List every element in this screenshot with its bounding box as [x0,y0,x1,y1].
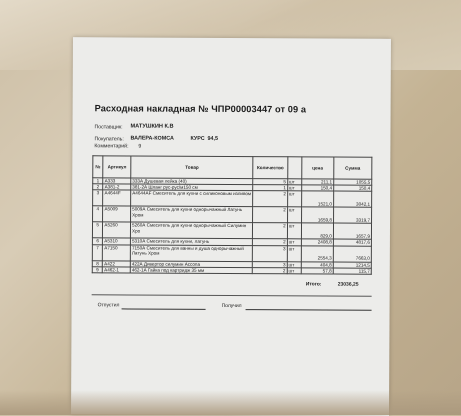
row-unit: шт [287,191,301,207]
row-product: 333А Душевая лейка (40) [131,178,253,185]
row-number: 8 [92,260,102,266]
row-unit: шт [287,268,301,274]
header-product: Товар [131,156,253,179]
row-product: 422А Дивертор силумин Accona [130,261,252,268]
row-price: 211,1 [301,179,333,185]
row-quantity: 2 [253,191,287,207]
header-number: № [93,156,103,178]
comment-label: Комментарий: [94,143,129,150]
row-number: 4 [93,206,103,222]
row-number: 6 [92,238,102,244]
table-row [93,190,372,207]
row-unit: шт [287,223,301,239]
row-unit: шт [287,185,301,191]
row-product: A4644AF Смеситель для кухни с силиконовым изливом [131,190,253,207]
row-quantity: 1 [253,185,287,191]
comment-value: 9 [138,143,142,150]
supplier-value: МАТУШКИН К.В [130,123,174,130]
row-price: 2408,8 [301,239,333,245]
row-product: 5260А Смеситель для кухни однорычажный Силумин Хро [130,222,252,239]
row-price: 57,8 [301,268,333,274]
row-quantity: 3 [253,261,287,267]
row-unit: шт [287,179,301,185]
row-product: 5310А Смеситель для кухни, латунь [130,238,252,245]
row-article: A381-2 [103,184,131,190]
row-article: A4644F [103,190,131,206]
row-number: 2 [93,184,103,190]
row-article: A422 [103,260,131,266]
row-product: 381-2А Шланг рус-рус/м150 см [131,184,253,191]
row-quantity: 2 [253,239,287,245]
row-unit: шт [287,239,301,245]
row-number: 1 [93,178,103,184]
row-quantity: 3 [253,245,287,261]
row-quantity: 2 [253,267,287,273]
header-price: цена [301,157,333,179]
table-row [92,244,371,261]
invoice-paper [71,37,391,416]
row-sum: 150,4 [334,185,372,191]
buyer-value: ВАЛЕРА-КОМСА [130,135,174,142]
header-unit [287,157,301,179]
row-sum: 3042,1 [333,191,371,207]
header-article: Артикул [103,156,131,178]
row-price: 1521,0 [301,191,333,207]
row-product: 5009А Смеситель для кухни однорычажный Латунь Хром [131,206,253,223]
row-article: A462-1 [103,267,131,273]
row-price: 829,0 [301,223,333,239]
row-article: A5009 [103,206,131,222]
received-label: Получил [221,302,242,310]
row-sum: 1055,5 [334,179,372,185]
row-article: A5310 [103,238,131,244]
row-article: A5260 [103,222,131,238]
invoice-title: Расходная накладная № ЧПР00003447 от 09 а [94,103,307,115]
rate-value: 94,5 [207,135,218,142]
background-shadow [0,390,461,415]
row-sum: 4817,6 [333,239,371,245]
row-sum: 1214,5 [333,262,371,268]
released-label: Отпустил [97,302,120,309]
row-number: 7 [92,244,102,260]
row-quantity: 2 [253,223,287,239]
row-sum: 7663,0 [333,246,371,262]
row-product: 7150А Смеситель для ванны и душа однорычажный Латунь Хром [130,245,252,262]
header-sum: Сумма [334,157,372,179]
table-row [93,206,372,223]
row-number: 3 [93,190,103,206]
header-quantity: Количество [253,157,287,179]
total-label: Итого: [305,281,322,288]
table-row [92,222,371,239]
released-signature-line [122,308,206,309]
total-value: 23036,25 [337,281,359,288]
table-row [92,267,371,275]
row-article: A333 [103,178,131,184]
row-price: 1659,8 [301,207,333,223]
row-article: A7150 [103,244,131,260]
row-number: 9 [92,267,102,273]
row-price: 2554,3 [301,245,333,261]
row-unit: шт [287,245,301,261]
row-price: 150,4 [301,185,333,191]
separator-line [92,294,372,296]
row-sum: 1657,9 [333,223,371,239]
items-table [92,155,373,274]
supplier-label: Поставщик: [94,124,123,131]
row-quantity: 2 [253,207,287,223]
row-sum: 3319,7 [333,207,371,223]
buyer-label: Покупатель: [94,136,124,143]
table-header-row [93,156,372,179]
row-quantity: 5 [253,179,287,185]
row-sum: 115,7 [333,268,371,274]
row-price: 404,8 [301,261,333,267]
row-unit: шт [287,207,301,223]
row-number: 5 [92,222,102,238]
rate-label: КУРС [190,135,205,142]
row-product: 462-1А Гайка под картридж 35 мм [130,267,252,274]
received-signature-line [246,309,372,311]
row-unit: шт [287,261,301,267]
